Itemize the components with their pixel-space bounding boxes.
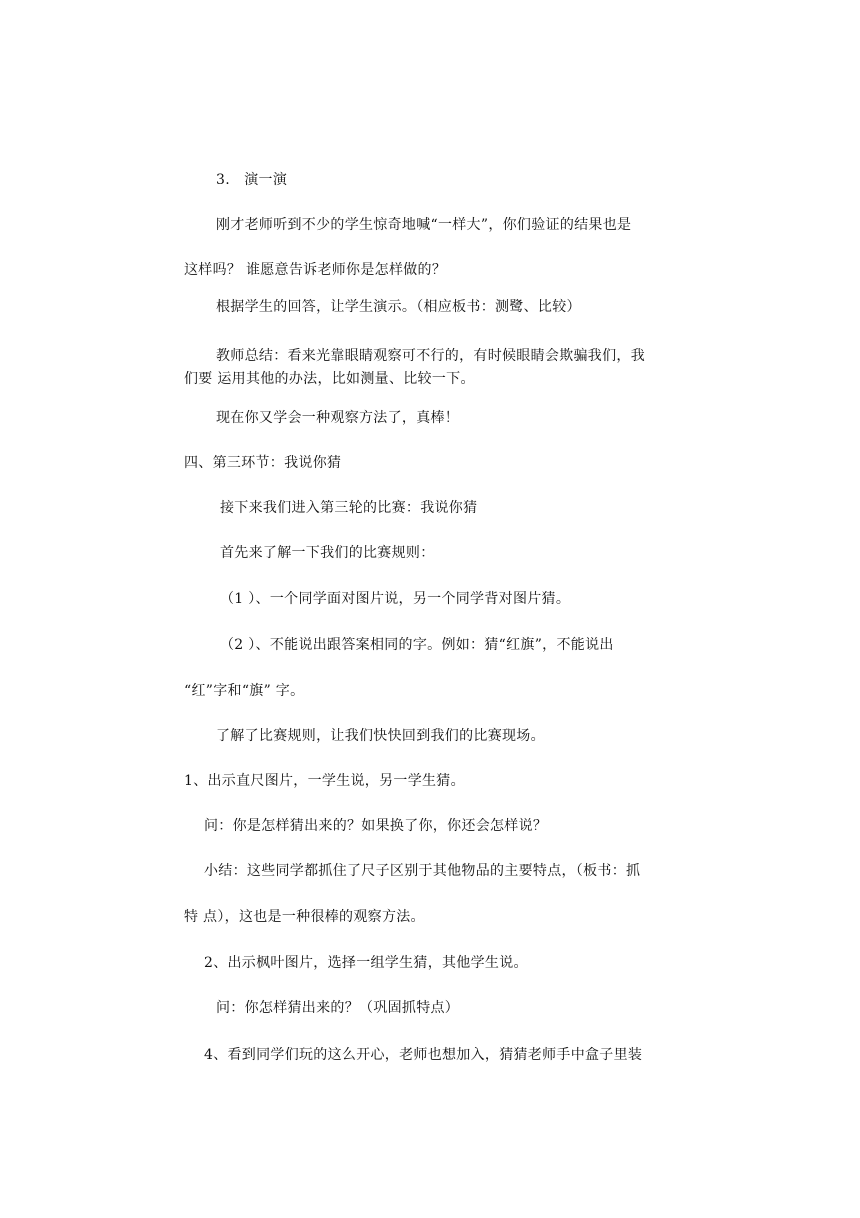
paragraph-line: 4、看到同学们玩的这么开心，老师也想加入，猜猜老师手中盒子里装 — [204, 1047, 643, 1063]
paragraph-line: 现在你又学会一种观察方法了，真棒！ — [216, 410, 460, 426]
paragraph-line: 小结：这些同学都抓住了尺子区别于其他物品的主要特点，（板书：抓 — [204, 863, 641, 879]
paragraph-line: 根据学生的回答，让学生演示。（相应板书：测鹭、比较） — [216, 299, 581, 315]
paragraph-line: “红”字和“旗” 字。 — [184, 683, 305, 699]
paragraph-line: 问：你怎样猜出来的？（巩固抓特点） — [216, 1000, 460, 1016]
rule-item: （2 ）、不能说出跟答案相同的字。例如：猜“红旗”，不能说出 — [220, 637, 614, 653]
paragraph-line: 刚才老师听到不少的学生惊奇地喊“一样大”，你们验证的结果也是 — [216, 217, 632, 233]
paragraph-line: 们要 运用其他的办法，比如测量、比较一下。 — [184, 371, 475, 387]
paragraph-line: 问：你是怎样猜出来的？如果换了你，你还会怎样说？ — [204, 818, 548, 834]
paragraph-line: 首先来了解一下我们的比赛规则： — [220, 545, 435, 561]
paragraph-line: 这样吗？ 谁愿意告诉老师你是怎样做的？ — [184, 262, 447, 278]
paragraph-line: 了解了比赛规则，让我们快快回到我们的比赛现场。 — [216, 728, 545, 744]
paragraph-line: 教师总结：看来光靠眼睛观察可不行的，有时候眼睛会欺骗我们，我 — [216, 348, 645, 364]
paragraph-line: 2、出示枫叶图片，选择一组学生猜，其他学生说。 — [204, 955, 528, 971]
paragraph-line: 接下来我们进入第三轮的比赛：我说你猜 — [220, 500, 478, 516]
section-heading: 四、第三环节：我说你猜 — [184, 455, 342, 471]
section-heading: 3. 演一演 — [216, 172, 288, 188]
paragraph-line: 1、出示直尺图片，一学生说，另一学生猜。 — [184, 773, 465, 789]
rule-item: （1 ）、一个同学面对图片说，另一个同学背对图片猜。 — [220, 591, 571, 607]
paragraph-line: 特 点），这也是一种很棒的观察方法。 — [184, 909, 425, 925]
